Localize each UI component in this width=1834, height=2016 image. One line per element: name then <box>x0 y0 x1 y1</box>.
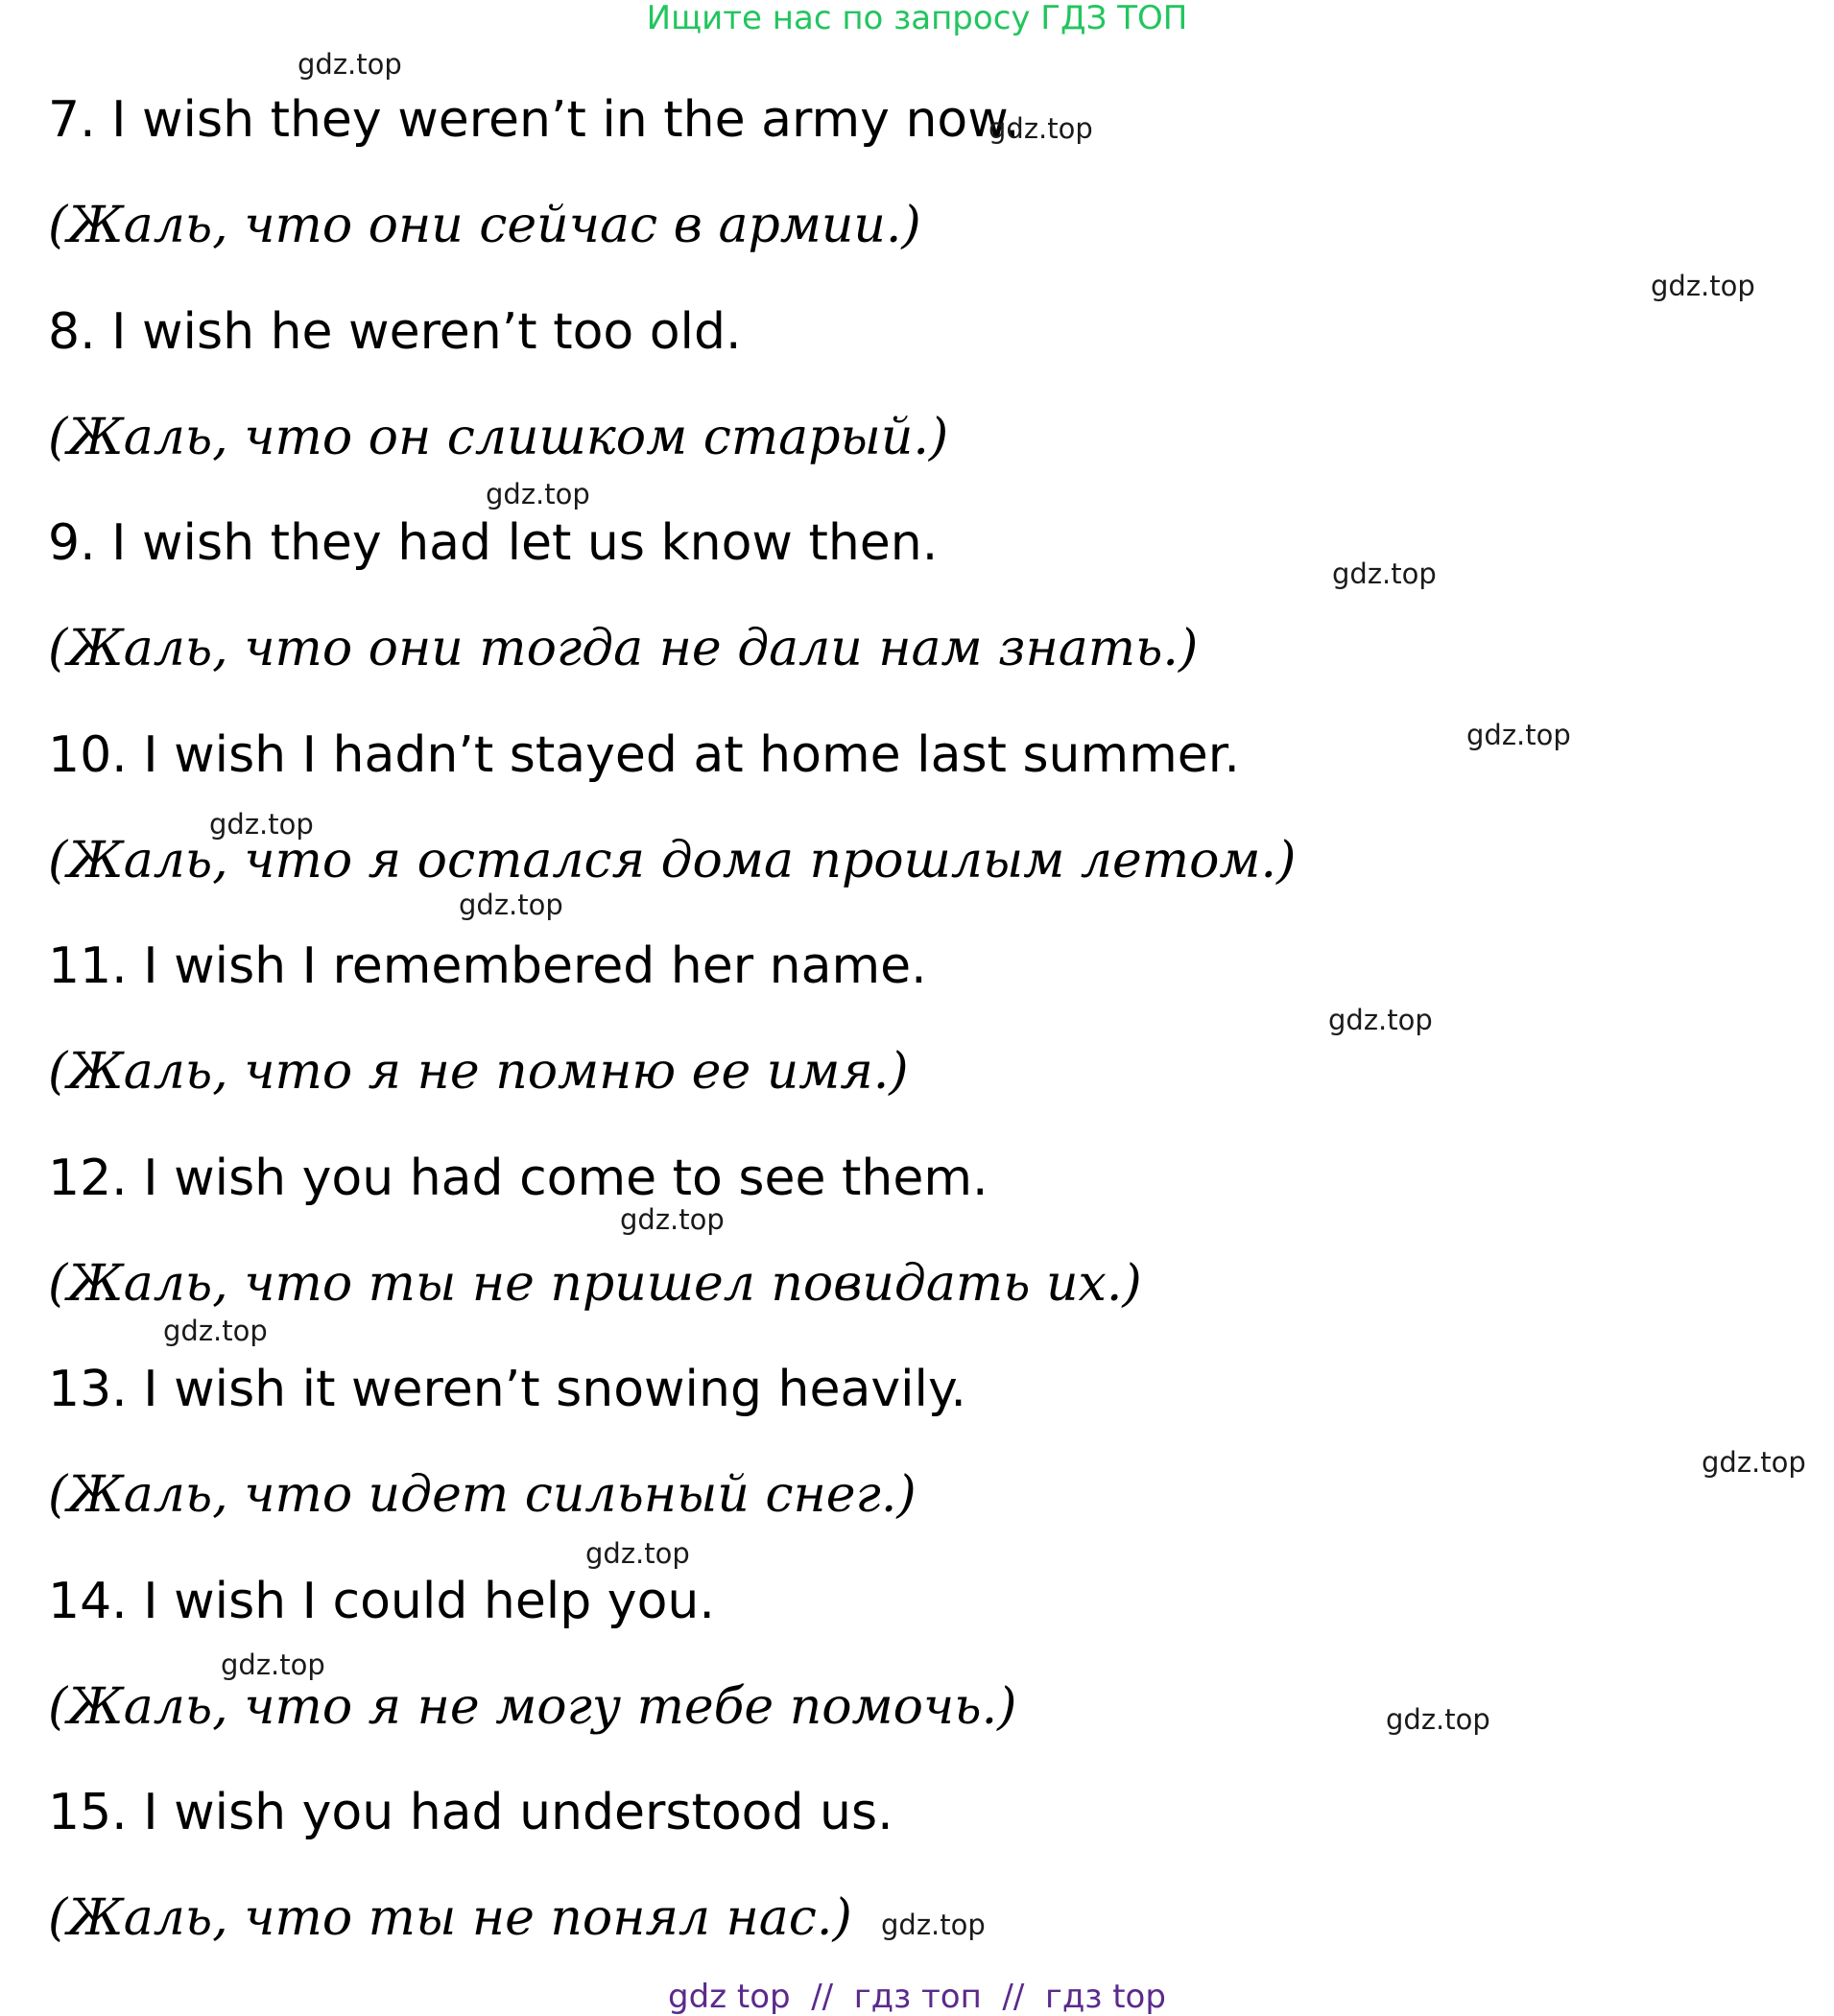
watermark: gdz.top <box>298 48 402 81</box>
sentence-11-english: 11. I wish I remembered her name. <box>48 937 927 995</box>
watermark: gdz.top <box>1651 270 1755 302</box>
footer-links: gdz top // гдз топ // гдз top <box>668 1978 1166 2016</box>
sentence-15-english: 15. I wish you had understood us. <box>48 1784 893 1841</box>
watermark: gdz.top <box>486 478 590 510</box>
sentence-13-english: 13. I wish it weren’t snowing heavily. <box>48 1361 966 1418</box>
watermark: gdz.top <box>1328 1004 1433 1036</box>
watermark: gdz.top <box>881 1909 986 1941</box>
sentence-14-russian: (Жаль, что я не могу тебе помочь.) <box>48 1678 1017 1736</box>
sentence-7-english: 7. I wish they weren’t in the army now. <box>48 91 1020 149</box>
watermark: gdz.top <box>988 112 1093 145</box>
sentence-15-russian: (Жаль, что ты не понял нас.) <box>48 1889 852 1947</box>
watermark: gdz.top <box>221 1648 325 1681</box>
sentence-11-russian: (Жаль, что я не помню ее имя.) <box>48 1043 909 1101</box>
watermark: gdz.top <box>459 889 563 921</box>
sentence-7-russian: (Жаль, что они сейчас в армии.) <box>48 197 921 254</box>
sentence-13-russian: (Жаль, что идет сильный снег.) <box>48 1466 917 1524</box>
watermark: gdz.top <box>163 1315 268 1347</box>
watermark: gdz.top <box>209 808 314 841</box>
watermark: gdz.top <box>1332 557 1437 590</box>
sentence-8-russian: (Жаль, что он слишком старый.) <box>48 409 949 466</box>
sentence-8-english: 8. I wish he weren’t too old. <box>48 303 742 361</box>
sentence-12-english: 12. I wish you had come to see them. <box>48 1150 988 1207</box>
sentence-10-russian: (Жаль, что я остался дома прошлым летом.) <box>48 832 1297 889</box>
watermark: gdz.top <box>620 1203 725 1236</box>
search-banner: Ищите нас по запросу ГДЗ ТОП <box>646 0 1188 37</box>
watermark: gdz.top <box>1702 1446 1806 1479</box>
sentence-12-russian: (Жаль, что ты не пришел повидать их.) <box>48 1255 1142 1313</box>
sentence-10-english: 10. I wish I hadn’t stayed at home last summer. <box>48 726 1240 784</box>
sentence-9-english: 9. I wish they had let us know then. <box>48 514 939 572</box>
watermark: gdz.top <box>1386 1703 1490 1736</box>
watermark: gdz.top <box>1466 719 1571 751</box>
watermark: gdz.top <box>585 1537 690 1570</box>
sentence-9-russian: (Жаль, что они тогда не дали нам знать.) <box>48 620 1199 677</box>
sentence-14-english: 14. I wish I could help you. <box>48 1573 715 1630</box>
